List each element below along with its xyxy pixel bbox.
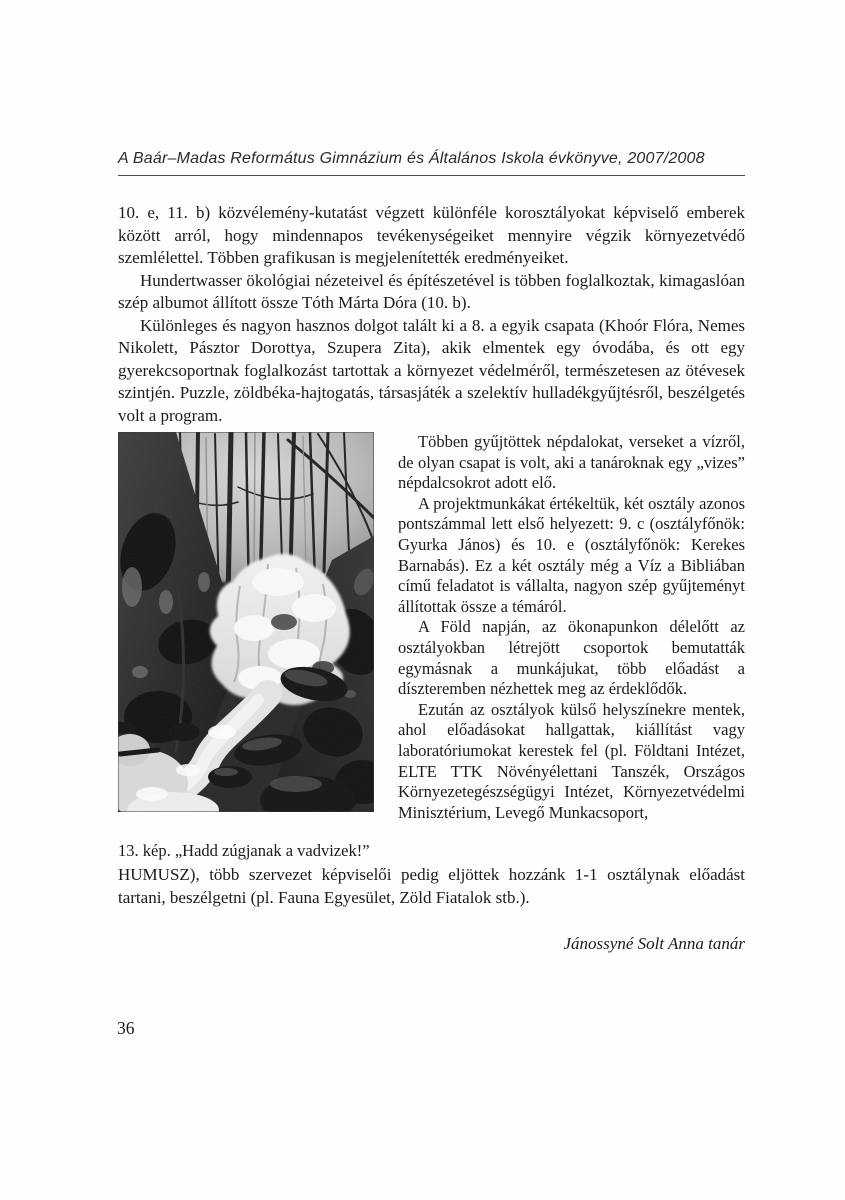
figure-column <box>118 432 398 862</box>
header-rule <box>118 175 745 176</box>
waterfall-photo-illustration <box>118 432 374 812</box>
figure-caption: 13. kép. „Hadd zúgjanak a vadvizek!” <box>118 841 370 860</box>
page-content <box>118 150 745 956</box>
paragraph: A projektmunkákat értékeltük, két osztály azonos pontszámmal lett első helyezett: 9. c (osztályfőnök: Gyurka János) és 10. e (osztályfőnök: Kerekes Barnabás). Ez a két osztály még a Víz a Bibliában című feladatot is vállalta, nagyon szép gyűjteményt állítottak össze a témáról. <box>398 493 745 616</box>
author-signature: Jánossyné Solt Anna tanár <box>563 934 745 953</box>
page-number: 36 <box>117 1018 135 1038</box>
body-text-block <box>118 202 745 956</box>
continuation-text <box>118 864 745 909</box>
running-header: A Baár–Madas Református Gimnázium és Általános Iskola évkönyve, 2007/2008 <box>118 150 705 167</box>
paragraph: 10. e, 11. b) közvélemény-kutatást végzett különféle korosztályokat képviselő emberek között arról, hogy mindennapos tevékenységeiket mennyire végzik környezetvédő szemlélettel. Többen grafikusan is megjelenítették eredményeiket. <box>118 203 745 267</box>
two-column-section <box>118 432 745 862</box>
paragraph: HUMUSZ), több szervezet képviselői pedig eljöttek hozzánk 1-1 osztálynak előadást tartani, beszélgetni (pl. Fauna Egyesület, Zöld Fiatalok stb.). <box>118 865 745 907</box>
paragraph: Ezután az osztályok külső helyszínekre mentek, ahol előadásokat hallgattak, kiállítást vagy laboratóriumokat kerestek fel (pl. Földtani Intézet, ELTE TTK Növényélettani Tanszék, Országos Környezetegészségügyi Intézet, Környezetvédelmi Minisztérium, Levegő Munkacsoport, <box>398 699 745 822</box>
waterfall-photo <box>118 432 374 812</box>
paragraph: Többen gyűjtöttek népdalokat, verseket a vízről, de olyan csapat is volt, aki a tanároknak egy „vizes” népdalcsokrot adott elő. <box>398 432 745 493</box>
paragraph: Hundertwasser ökológiai nézeteivel és építészetével is többen foglalkoztak, kimagaslóan szép albumot állított össze Tóth Márta Dóra (10. b). <box>118 270 745 312</box>
right-text-column <box>398 432 745 823</box>
paragraph: Különleges és nagyon hasznos dolgot talált ki a 8. a egyik csapata (Khoór Flóra, Nemes Nikolett, Pásztor Dorottya, Szupera Zita), akik elmentek egy óvodába, és ott egy gyerekcsoportnak foglalkozást tartottak a környezet védelméről, természetesen az ötévesek szintjén. Puzzle, zöldbéka-hajtogatás, társasjáték a szelektív hulladékgyűjtésről, beszélgetés volt a program. <box>118 315 745 425</box>
paragraph: A Föld napján, az ökonapunkon délelőtt az osztályokban létrejött csoportok bemutatták egymásnak a munkájukat, több előadást a díszteremben nézhettek meg az érdeklődők. <box>398 617 745 699</box>
